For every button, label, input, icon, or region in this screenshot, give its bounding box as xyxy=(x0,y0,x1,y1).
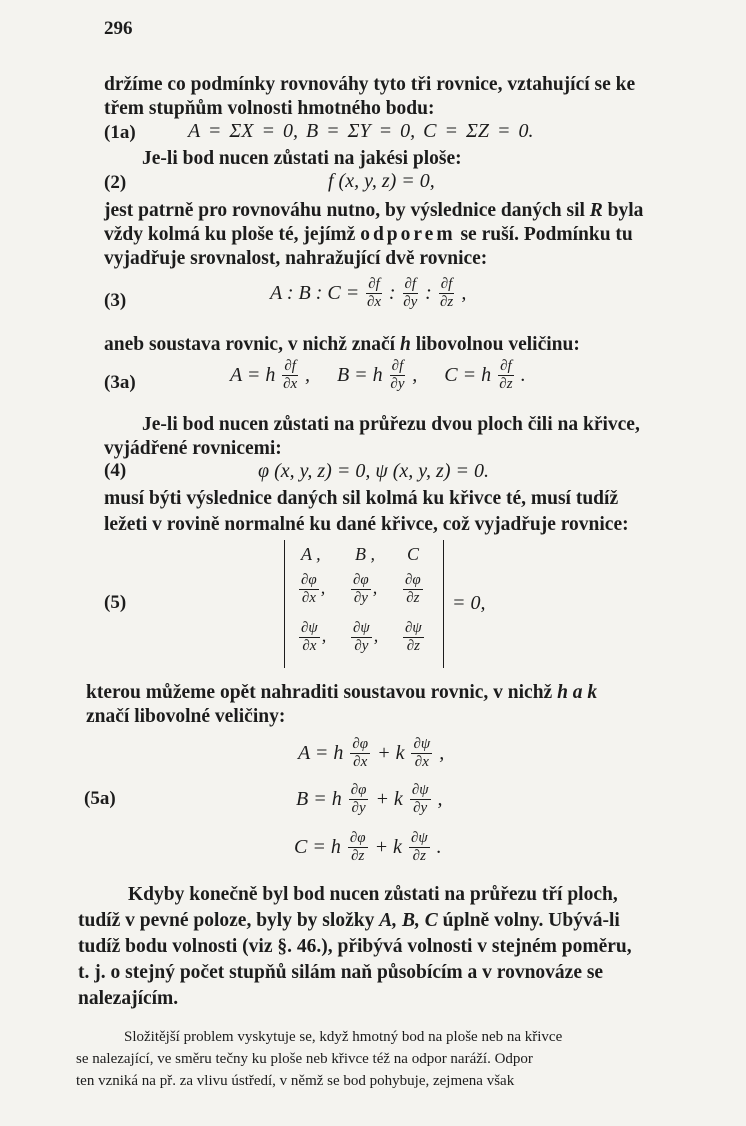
eq-text: + k xyxy=(374,836,402,858)
denominator: ∂z xyxy=(351,848,365,864)
eq-text: . xyxy=(436,836,442,858)
numerator: ∂f xyxy=(284,358,296,374)
numerator: ∂φ xyxy=(353,572,369,588)
equation-label: (2) xyxy=(104,172,127,193)
text-line: třem stupňům volnosti hmotného bodu: xyxy=(104,98,435,119)
text-line xyxy=(104,198,643,224)
numerator: ∂ψ xyxy=(410,830,428,846)
fraction xyxy=(299,572,319,607)
text-line: musí býti výslednice daných sil kolmá ku křivce té, musí tudíž xyxy=(104,488,619,509)
text-line: držíme co podmínky rovnováhy tyto tři rovnice, vztahující se ke xyxy=(104,74,636,95)
eq-text: A = h xyxy=(230,364,276,386)
det-cell xyxy=(349,572,377,607)
equation-label: (3a) xyxy=(104,372,136,393)
det-cell: A , xyxy=(301,544,321,564)
denominator: ∂x xyxy=(301,590,316,606)
text-line: Je-li bod nucen zůstati na průřezu dvou ploch čili na křivce, xyxy=(142,414,640,435)
equation-2: f (x, y, z) = 0, xyxy=(328,170,435,192)
numerator: ∂φ xyxy=(349,830,366,846)
text-line xyxy=(78,908,620,934)
equation-4: φ (x, y, z) = 0, ψ (x, y, z) = 0. xyxy=(258,460,489,482)
numerator: ∂φ xyxy=(405,572,421,588)
numerator: ∂φ xyxy=(352,736,369,752)
denominator: ∂x xyxy=(366,294,382,310)
numerator: ∂f xyxy=(404,276,417,292)
equation-5a-C xyxy=(294,830,442,865)
numerator: ∂ψ xyxy=(411,782,429,798)
text-span: kterou můžeme opět nahraditi soustavou rovnic, v nichž xyxy=(86,682,553,703)
text-line: t. j. o stejný počet stupňů silám naň působícím a v rovnováze se xyxy=(78,962,604,983)
denominator: ∂x xyxy=(302,638,317,654)
denominator: ∂z xyxy=(412,848,426,864)
text-line xyxy=(86,680,597,706)
eq-text: , xyxy=(437,788,443,810)
denominator: ∂y xyxy=(390,376,405,392)
footnote-line: se nalezající, ve směru tečny ku ploše neb křivce též na odpor naráží. Odpor xyxy=(76,1051,533,1067)
fraction xyxy=(390,358,406,393)
fraction xyxy=(409,830,430,865)
eq-text: B = h xyxy=(336,364,383,386)
fraction xyxy=(366,276,382,311)
fraction xyxy=(299,620,320,655)
text-line: vyjadřuje srovnalost, nahražující dvě rovnice: xyxy=(104,248,488,269)
text-line: vyjádřené rovnicemi: xyxy=(104,438,282,459)
equation-5a-B xyxy=(296,782,443,817)
denominator: ∂z xyxy=(406,590,420,606)
equation-3 xyxy=(270,276,466,311)
numerator: ∂f xyxy=(500,358,512,374)
eq-text: B = h xyxy=(296,788,342,810)
det-equals-zero: = 0, xyxy=(452,592,486,614)
equation-5a-A xyxy=(298,736,444,771)
eq-text: C = h xyxy=(444,364,492,386)
eq-text: , xyxy=(412,364,418,386)
denominator: ∂y xyxy=(351,800,366,816)
fraction xyxy=(411,736,432,771)
symbol-h: h xyxy=(399,334,411,355)
numerator: ∂ψ xyxy=(353,620,370,636)
footnote-line: ten vzniká na př. za vlivu ústředí, v němž se bod pohybuje, zejmena však xyxy=(76,1073,515,1089)
text-line: Kdyby konečně byl bod nucen zůstati na průřezu tří ploch, xyxy=(128,884,618,905)
equation-label: (4) xyxy=(104,460,127,481)
fraction xyxy=(498,358,514,393)
numerator: ∂ψ xyxy=(405,620,422,636)
text-span: aneb soustava rovnic, v nichž značí xyxy=(104,334,396,355)
det-cell xyxy=(401,572,425,607)
numerator: ∂f xyxy=(440,276,453,292)
fraction xyxy=(350,736,370,771)
text-line xyxy=(104,222,633,248)
text-span: se ruší. Podmínku tu xyxy=(460,224,633,245)
text-line: značí libovolné veličiny: xyxy=(86,706,286,727)
denominator: ∂y xyxy=(354,638,369,654)
denominator: ∂x xyxy=(283,376,298,392)
text-line: nalezajícím. xyxy=(78,988,179,1009)
denominator: ∂z xyxy=(499,376,513,392)
det-cell: C xyxy=(407,544,420,564)
eq-text: A : B : C = xyxy=(270,282,360,304)
eq-text: , xyxy=(373,625,379,646)
eq-text: : xyxy=(425,282,432,304)
equation-3a xyxy=(230,358,526,393)
equation-label: (5) xyxy=(104,592,127,613)
eq-text: + k xyxy=(377,742,405,764)
text-line: tudíž bodu volnosti (viz §. 46.), přibývá volnosti v stejném poměru, xyxy=(78,936,632,957)
det-cell xyxy=(297,620,326,655)
symbol-ABC: A, B, C xyxy=(379,910,438,931)
eq-text: , xyxy=(372,577,378,598)
det-cell xyxy=(401,620,426,655)
determinant xyxy=(284,540,444,668)
numerator: ∂f xyxy=(368,276,380,292)
fraction xyxy=(403,620,424,655)
fraction xyxy=(410,782,431,817)
page-number: 296 xyxy=(104,18,133,39)
text-span: tudíž v pevné poloze, byly by složky xyxy=(78,910,375,931)
eq-text: , xyxy=(321,625,327,646)
text-spaced: odporem xyxy=(360,224,456,245)
fraction xyxy=(349,782,369,817)
eq-text: C = h xyxy=(294,836,341,858)
equation-1a: A = ΣX = 0, B = ΣY = 0, C = ΣZ = 0. xyxy=(188,120,534,142)
denominator: ∂y xyxy=(413,800,428,816)
numerator: ∂φ xyxy=(301,572,317,588)
denominator: ∂y xyxy=(353,590,368,606)
equation-label: (3) xyxy=(104,290,127,311)
text-span: úplně volny. Ubývá-li xyxy=(442,910,620,931)
denominator: ∂x xyxy=(353,754,368,770)
text-span: byla xyxy=(607,200,644,221)
eq-text: , xyxy=(304,364,310,386)
text-line: ležeti v rovině normalné ku dané křivce, což vyjadřuje rovnice: xyxy=(104,514,629,535)
eq-text: + k xyxy=(375,788,403,810)
eq-text: , xyxy=(461,282,467,304)
equation-label: (1a) xyxy=(104,122,136,143)
denominator: ∂z xyxy=(406,638,420,654)
eq-text: , xyxy=(320,577,326,598)
denominator: ∂y xyxy=(403,294,418,310)
fraction xyxy=(439,276,455,311)
numerator: ∂ψ xyxy=(301,620,318,636)
numerator: ∂ψ xyxy=(413,736,431,752)
denominator: ∂z xyxy=(439,294,454,310)
fraction xyxy=(348,830,368,865)
det-cell xyxy=(349,620,378,655)
symbol-R: R xyxy=(589,200,603,221)
text-line: Je-li bod nucen zůstati na jakési ploše: xyxy=(142,148,462,169)
numerator: ∂φ xyxy=(350,782,367,798)
numerator: ∂f xyxy=(391,358,404,374)
symbol-h-k: h a k xyxy=(557,682,598,703)
footnote-line: Složitější problem vyskytuje se, když hmotný bod na ploše neb na křivce xyxy=(124,1029,563,1045)
fraction xyxy=(351,620,372,655)
eq-text: : xyxy=(388,282,396,304)
eq-text: . xyxy=(520,364,526,386)
denominator: ∂x xyxy=(414,754,429,770)
fraction xyxy=(282,358,298,393)
eq-text: , xyxy=(439,742,445,764)
fraction xyxy=(351,572,371,607)
det-cell: B , xyxy=(355,544,375,564)
fraction xyxy=(403,572,423,607)
text-span: libovolnou veličinu: xyxy=(415,334,580,355)
text-span: vždy kolmá ku ploše té, jejímž xyxy=(104,224,356,245)
text-span: jest patrně pro rovnováhu nutno, by výslednice daných sil xyxy=(104,200,585,221)
det-cell xyxy=(297,572,325,607)
text-line xyxy=(104,332,580,358)
eq-text: A = h xyxy=(298,742,344,764)
fraction xyxy=(403,276,419,311)
equation-label: (5a) xyxy=(84,788,116,809)
